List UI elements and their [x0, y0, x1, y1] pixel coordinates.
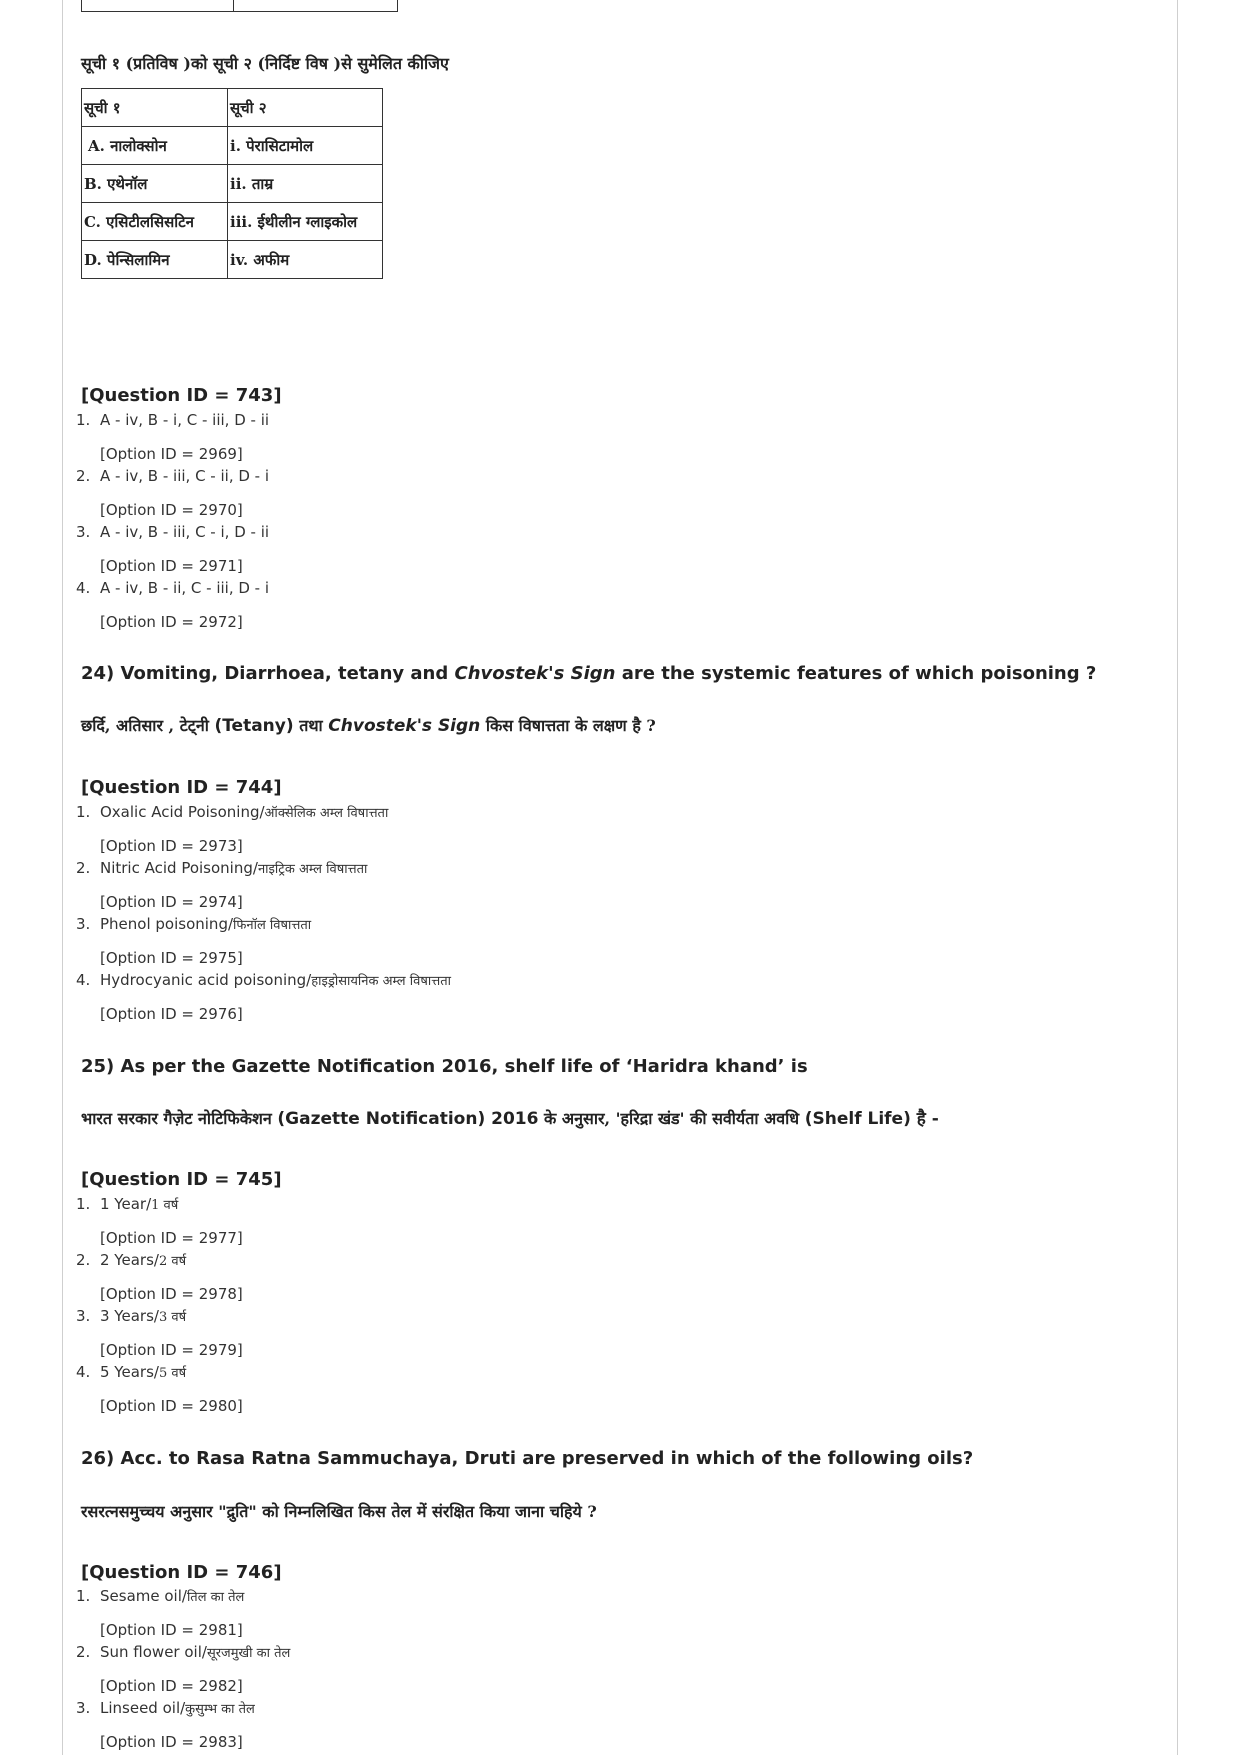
option-text: A - iv, B - ii, C - iii, D - i [100, 579, 270, 597]
option-number: 4. [76, 579, 91, 597]
option-item [76, 467, 269, 485]
option-number: 3. [76, 523, 91, 541]
option-item [76, 579, 269, 597]
option-item [76, 411, 269, 429]
question-id: [Question ID = 746] [81, 1562, 282, 1583]
question-text-hindi: रसरत्नसमुच्चय अनुसार "द्रुति" को निम्नलिखित किस तेल में संरक्षित किया जाना चहिये ? [81, 1502, 597, 1521]
table-cell: iv. अफीम [228, 241, 383, 279]
option-item: 2. 2 Years/2 वर्ष [76, 1251, 187, 1269]
option-number: 1. [76, 411, 91, 429]
table-cell: iii. ईथीलीन ग्लाइकोल [228, 203, 383, 241]
option-text: A - iv, B - i, C - iii, D - ii [100, 411, 270, 429]
option-number: 2. [76, 467, 91, 485]
table-cell [234, 0, 398, 12]
option-item: 2. Nitric Acid Poisoning/नाइट्रिक अम्ल विषात्तता [76, 859, 368, 877]
table-cell: ii. ताम्र [228, 165, 383, 203]
option-id: [Option ID = 2979] [100, 1341, 243, 1359]
table-row [82, 203, 383, 241]
match-table [81, 88, 383, 279]
option-id: [Option ID = 2983] [100, 1733, 243, 1751]
previous-table-fragment [81, 0, 398, 12]
match-instruction: सूची १ (प्रतिविष )को सूची २ (निर्दिष्ट विष )से सुमेलित कीजिए [81, 54, 449, 73]
option-item: 1. Sesame oil/तिल का तेल [76, 1587, 245, 1605]
table-row [82, 241, 383, 279]
option-item: 1. Oxalic Acid Poisoning/ऑक्सेलिक अम्ल विषात्तता [76, 803, 389, 821]
option-item: 3. Linseed oil/कुसुम्भ का तेल [76, 1699, 255, 1717]
question-id: [Question ID = 744] [81, 777, 282, 798]
table-cell: B. एथेनॉल [82, 165, 228, 203]
option-item: 3. 3 Years/3 वर्ष [76, 1307, 187, 1325]
option-item: 3. Phenol poisoning/फिनॉल विषात्तता [76, 915, 312, 933]
option-item: 1. 1 Year/1 वर्ष [76, 1195, 179, 1213]
question-text-english: 24) Vomiting, Diarrhoea, tetany and Chvostek's Sign are the systemic features of which poisoning ? [81, 663, 1097, 684]
option-id: [Option ID = 2976] [100, 1005, 243, 1023]
option-id: [Option ID = 2980] [100, 1397, 243, 1415]
option-id: [Option ID = 2969] [100, 445, 243, 463]
option-item: 4. Hydrocyanic acid poisoning/हाइड्रोसायनिक अम्ल विषात्तता [76, 971, 451, 989]
option-id: [Option ID = 2978] [100, 1285, 243, 1303]
option-id: [Option ID = 2973] [100, 837, 243, 855]
table-cell: C. एसिटीलसिसटिन [82, 203, 228, 241]
question-text-english: 25) As per the Gazette Notification 2016, shelf life of ‘Haridra khand’ is [81, 1056, 808, 1077]
question-text-english: 26) Acc. to Rasa Ratna Sammuchaya, Druti are preserved in which of the following oils? [81, 1448, 974, 1469]
option-id: [Option ID = 2970] [100, 501, 243, 519]
table-row [82, 165, 383, 203]
question-text-hindi: भारत सरकार गैज़ेट नोटिफिकेशन (Gazette Notification) 2016 के अनुसार, 'हरिद्रा खंड' की सवीर्यता अवधि (Shelf Life) है - [81, 1109, 939, 1129]
question-id: [Question ID = 745] [81, 1169, 282, 1190]
option-item: 2. Sun flower oil/सूरजमुखी का तेल [76, 1643, 291, 1661]
table-cell [82, 0, 234, 12]
option-id: [Option ID = 2981] [100, 1621, 243, 1639]
option-id: [Option ID = 2977] [100, 1229, 243, 1247]
question-id: [Question ID = 743] [81, 385, 282, 406]
option-text: A - iv, B - iii, C - i, D - ii [100, 523, 270, 541]
option-text: A - iv, B - iii, C - ii, D - i [100, 467, 270, 485]
option-id: [Option ID = 2982] [100, 1677, 243, 1695]
option-id: [Option ID = 2972] [100, 613, 243, 631]
table-cell: i. पेरासिटामोल [228, 127, 383, 165]
option-id: [Option ID = 2975] [100, 949, 243, 967]
table-row [82, 89, 383, 127]
question-text-hindi: छर्दि, अतिसार , टेट्नी (Tetany) तथा Chvostek's Sign किस विषात्तता के लक्षण है ? [81, 716, 656, 736]
option-item [76, 523, 269, 541]
table-row [82, 127, 383, 165]
table-header-cell: सूची २ [228, 89, 383, 127]
table-header-cell: सूची १ [82, 89, 228, 127]
option-id: [Option ID = 2974] [100, 893, 243, 911]
table-cell: D. पेन्सिलामिन [82, 241, 228, 279]
option-item: 4. 5 Years/5 वर्ष [76, 1363, 187, 1381]
option-id: [Option ID = 2971] [100, 557, 243, 575]
table-cell: A. नालोक्सोन [82, 127, 228, 165]
